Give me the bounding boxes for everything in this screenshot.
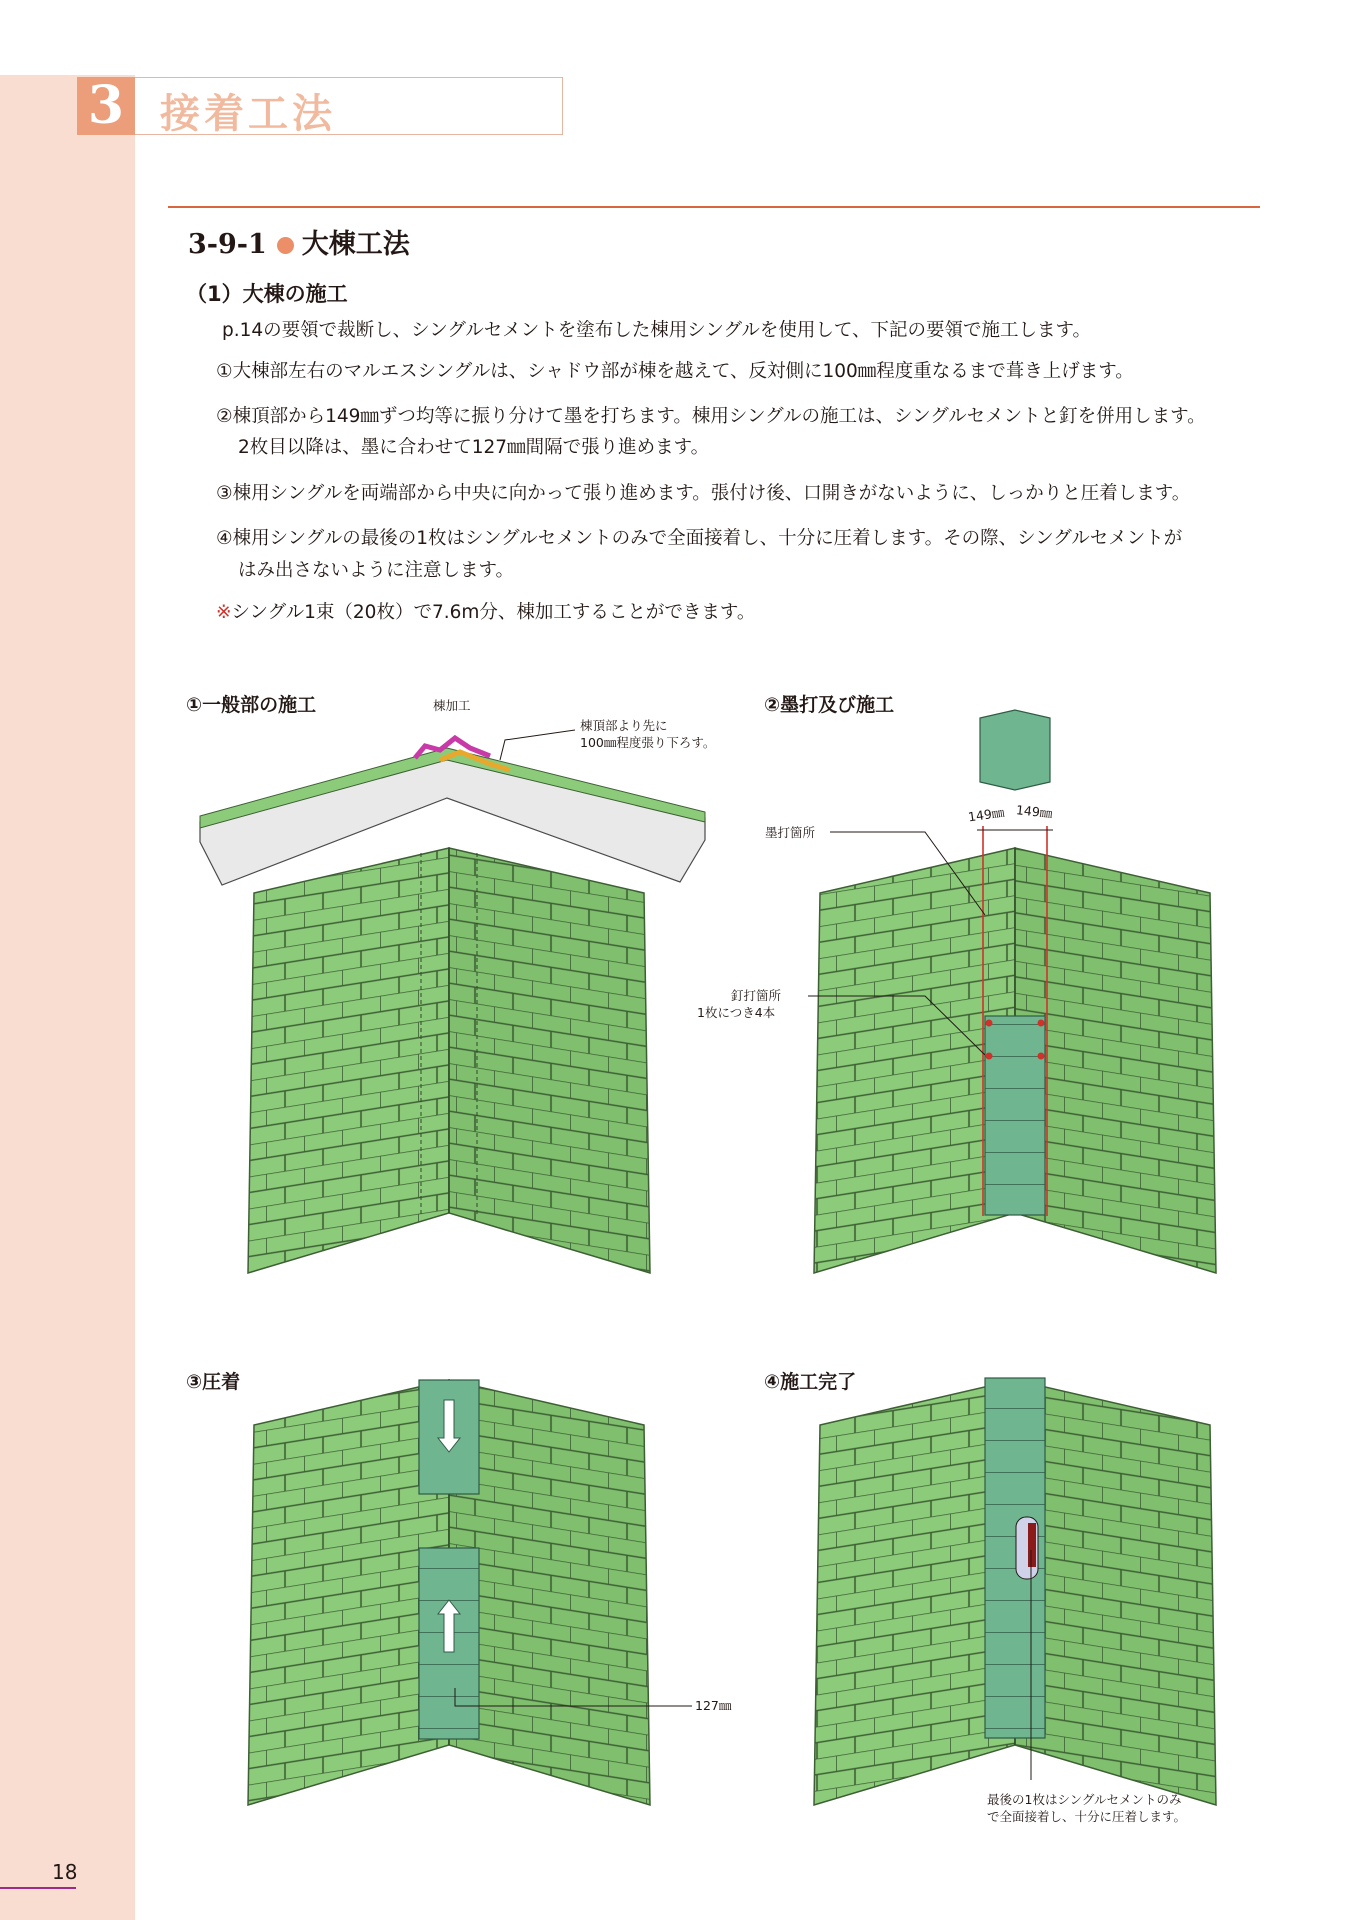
dim-149-left: 149㎜ — [967, 804, 1006, 825]
fig1-label: ①一般部の施工 — [186, 694, 317, 716]
fig2-floating-cap — [980, 710, 1050, 790]
callout-nail-1: 釘打箇所 — [731, 988, 782, 1003]
fig2-nail-point-4 — [1038, 1053, 1045, 1060]
callout-chalk: 墨打箇所 — [765, 825, 816, 840]
fig4-cement-area — [1028, 1523, 1036, 1567]
fig2-ridge-cap-stack — [985, 1016, 1045, 1215]
callout-last-1: 最後の1枚はシングルセメントのみ — [987, 1792, 1182, 1807]
step-2: ②棟頂部から149㎜ずつ均等に振り分けて墨を打ちます。棟用シングルの施工は、シングルセメントと釘を併用します。 — [216, 406, 1206, 427]
step-3: ③棟用シングルを両端部から中央に向かって張り進めます。張付け後、口開きがないように、しっかりと圧着します。 — [216, 483, 1191, 504]
fig2-nail-point-2 — [1038, 1020, 1045, 1027]
page-number-rule — [0, 1887, 76, 1889]
page-number: 18 — [52, 1860, 78, 1884]
fig1-leader-overlap — [500, 730, 575, 760]
section-number: 3-9-1 — [188, 229, 267, 260]
step-4-cont: はみ出さないように注意します。 — [238, 560, 515, 581]
step-2-cont: 2枚目以降は、墨に合わせて127㎜間隔で張り進めます。 — [238, 437, 710, 458]
fig1-roof-right-slope — [449, 848, 650, 1273]
note-text: シングル1束（20枚）で7.6m分、棟加工することができます。 — [231, 602, 756, 623]
fig3-label: ③圧着 — [186, 1371, 241, 1393]
step-1: ①大棟部左右のマルエスシングルは、シャドウ部が棟を越えて、反対側に100㎜程度重なるまで葺き上げます。 — [216, 361, 1134, 382]
note-mark: ※ — [216, 602, 232, 623]
step-4: ④棟用シングルの最後の1枚はシングルセメントのみで全面接着し、十分に圧着します。その際、シングルセメントが — [216, 528, 1183, 549]
intro-text: p.14の要領で裁断し、シングルセメントを塗布した棟用シングルを使用して、下記の要領で施工します。 — [222, 320, 1092, 341]
dim-149-right: 149㎜ — [1015, 802, 1054, 821]
section-title: 大棟工法 — [301, 229, 410, 260]
dim-127: 127㎜ — [695, 1698, 732, 1713]
fig2-label: ②墨打及び施工 — [764, 694, 895, 716]
chapter-title: 接着工法 — [160, 91, 336, 137]
callout-overlap-2: 100㎜程度張り下ろす。 — [580, 735, 716, 750]
callout-overlap-1: 棟頂部より先に — [580, 718, 668, 733]
fig1-roof-left-slope — [248, 848, 449, 1273]
callout-last-2: で全面接着し、十分に圧着します。 — [987, 1809, 1187, 1824]
chapter-number: 3 — [77, 77, 135, 135]
callout-nail-2: 1枚につき4本 — [697, 1005, 776, 1020]
callout-ridge: 棟加工 — [433, 698, 471, 713]
fig2-nail-point-3 — [986, 1053, 993, 1060]
subsection-title: （1）大棟の施工 — [186, 282, 348, 306]
fig2-nail-point-1 — [986, 1020, 993, 1027]
fig4-label: ④施工完了 — [764, 1371, 857, 1393]
